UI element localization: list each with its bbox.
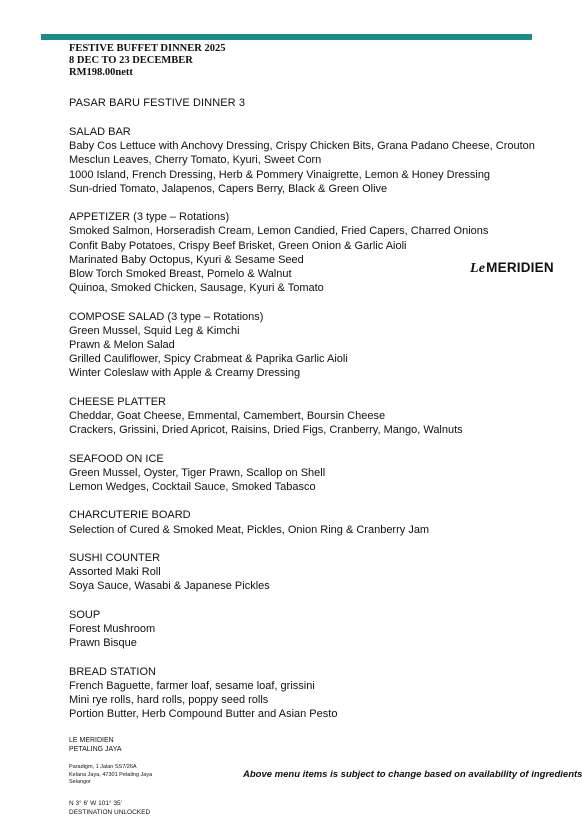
menu-item: Assorted Maki Roll — [69, 566, 161, 579]
section-title: SALAD BAR — [69, 126, 131, 138]
menu-item: Selection of Cured & Smoked Meat, Pickles, Onion Ring & Cranberry Jam — [69, 523, 430, 536]
menu-sections — [69, 125, 539, 736]
footer-coordinates — [69, 800, 150, 817]
top-accent-bar — [41, 34, 532, 40]
menu-item: Soya Sauce, Wasabi & Japanese Pickles — [69, 580, 270, 593]
event-dates: 8 DEC TO 23 DECEMBER — [69, 55, 193, 66]
menu-section — [69, 508, 539, 536]
footer-tagline: DESTINATION UNLOCKED — [69, 808, 151, 816]
menu-item: Mesclun Leaves, Cherry Tomato, Kyuri, Sweet Corn — [69, 154, 322, 167]
menu-item: Crackers, Grissini, Dried Apricot, Raisins, Dried Figs, Cranberry, Mango, Walnuts — [69, 424, 463, 437]
event-header — [69, 43, 225, 79]
menu-item: Lemon Wedges, Cocktail Sauce, Smoked Tabasco — [69, 481, 316, 494]
menu-item: Quinoa, Smoked Chicken, Sausage, Kyuri & Tomato — [69, 282, 324, 295]
logo-name: MERIDIEN — [486, 260, 554, 275]
menu-item: Prawn & Melon Salad — [69, 339, 175, 352]
footer-coords-text: N 3° 6' W 101° 35' — [69, 800, 122, 807]
menu-section — [69, 310, 539, 381]
menu-item: Smoked Salmon, Horseradish Cream, Lemon Candied, Fried Capers, Charred Onions — [69, 225, 489, 238]
menu-item: Portion Butter, Herb Compound Butter and Asian Pesto — [69, 708, 338, 721]
menu-item: Sun-dried Tomato, Jalapenos, Capers Berry, Black & Green Olive — [69, 182, 388, 195]
footer-address — [69, 764, 152, 787]
menu-item: Mini rye rolls, hard rolls, poppy seed rolls — [69, 694, 269, 706]
menu-item: Prawn Bisque — [69, 637, 137, 650]
section-title: BREAD STATION — [69, 665, 156, 678]
menu-section — [69, 608, 539, 651]
menu-item: Forest Mushroom — [69, 623, 156, 635]
menu-item: Winter Coleslaw with Apple & Creamy Dressing — [69, 367, 301, 380]
menu-item: Grilled Cauliflower, Spicy Crabmeat & Paprika Garlic Aioli — [69, 353, 348, 366]
section-title: SOUP — [69, 608, 101, 621]
menu-item: Confit Baby Potatoes, Crispy Beef Brisket, Green Onion & Garlic Aioli — [69, 239, 407, 252]
menu-item: Green Mussel, Oyster, Tiger Prawn, Scallop on Shell — [69, 466, 326, 479]
menu-title: PASAR BARU FESTIVE DINNER 3 — [69, 97, 246, 109]
menu-item: Cheddar, Goat Cheese, Emmental, Camembert, Boursin Cheese — [69, 410, 386, 423]
menu-item: Baby Cos Lettuce with Anchovy Dressing, Crispy Chicken Bits, Grana Padano Cheese, Crouton — [69, 140, 535, 153]
section-title: APPETIZER (3 type – Rotations) — [69, 211, 230, 224]
menu-section — [69, 125, 539, 196]
footer-brand-line1: LE MERIDIEN — [69, 737, 114, 744]
menu-item: Marinated Baby Octopus, Kyuri & Sesame Seed — [69, 253, 304, 266]
section-title: SUSHI COUNTER — [69, 552, 161, 564]
footer-address-line3: Selangor — [69, 779, 92, 785]
section-title: SEAFOOD ON ICE — [69, 452, 164, 465]
event-price: RM198.00nett — [69, 67, 133, 78]
menu-item: 1000 Island, French Dressing, Herb & Pommery Vinaigrette, Lemon & Honey Dressing — [69, 168, 491, 181]
logo-prefix: Le — [470, 261, 486, 276]
menu-section — [69, 665, 539, 722]
menu-section — [69, 395, 539, 438]
le-meridien-logo — [470, 260, 554, 277]
menu-section — [69, 551, 539, 594]
footer-address-line2: Kelana Jaya, 47301 Petaling Jaya — [69, 771, 153, 778]
footer-address-line1: Paradigm, 1 Jalan SS7/26A — [69, 764, 137, 770]
section-title: CHEESE PLATTER — [69, 395, 166, 408]
menu-item: French Baguette, farmer loaf, sesame loaf, grissini — [69, 679, 315, 692]
disclaimer: Above menu items is subject to change based on availability of ingredients — [243, 769, 582, 780]
section-title: COMPOSE SALAD (3 type – Rotations) — [69, 310, 264, 323]
event-title: FESTIVE BUFFET DINNER 2025 — [69, 43, 226, 54]
menu-section — [69, 452, 539, 495]
footer-brand — [69, 737, 122, 754]
footer-brand-line2: PETALING JAYA — [69, 745, 122, 753]
menu-section — [69, 210, 539, 295]
section-title: CHARCUTERIE BOARD — [69, 509, 191, 522]
menu-item: Blow Torch Smoked Breast, Pomelo & Walnut — [69, 268, 292, 281]
menu-item: Green Mussel, Squid Leg & Kimchi — [69, 324, 240, 337]
